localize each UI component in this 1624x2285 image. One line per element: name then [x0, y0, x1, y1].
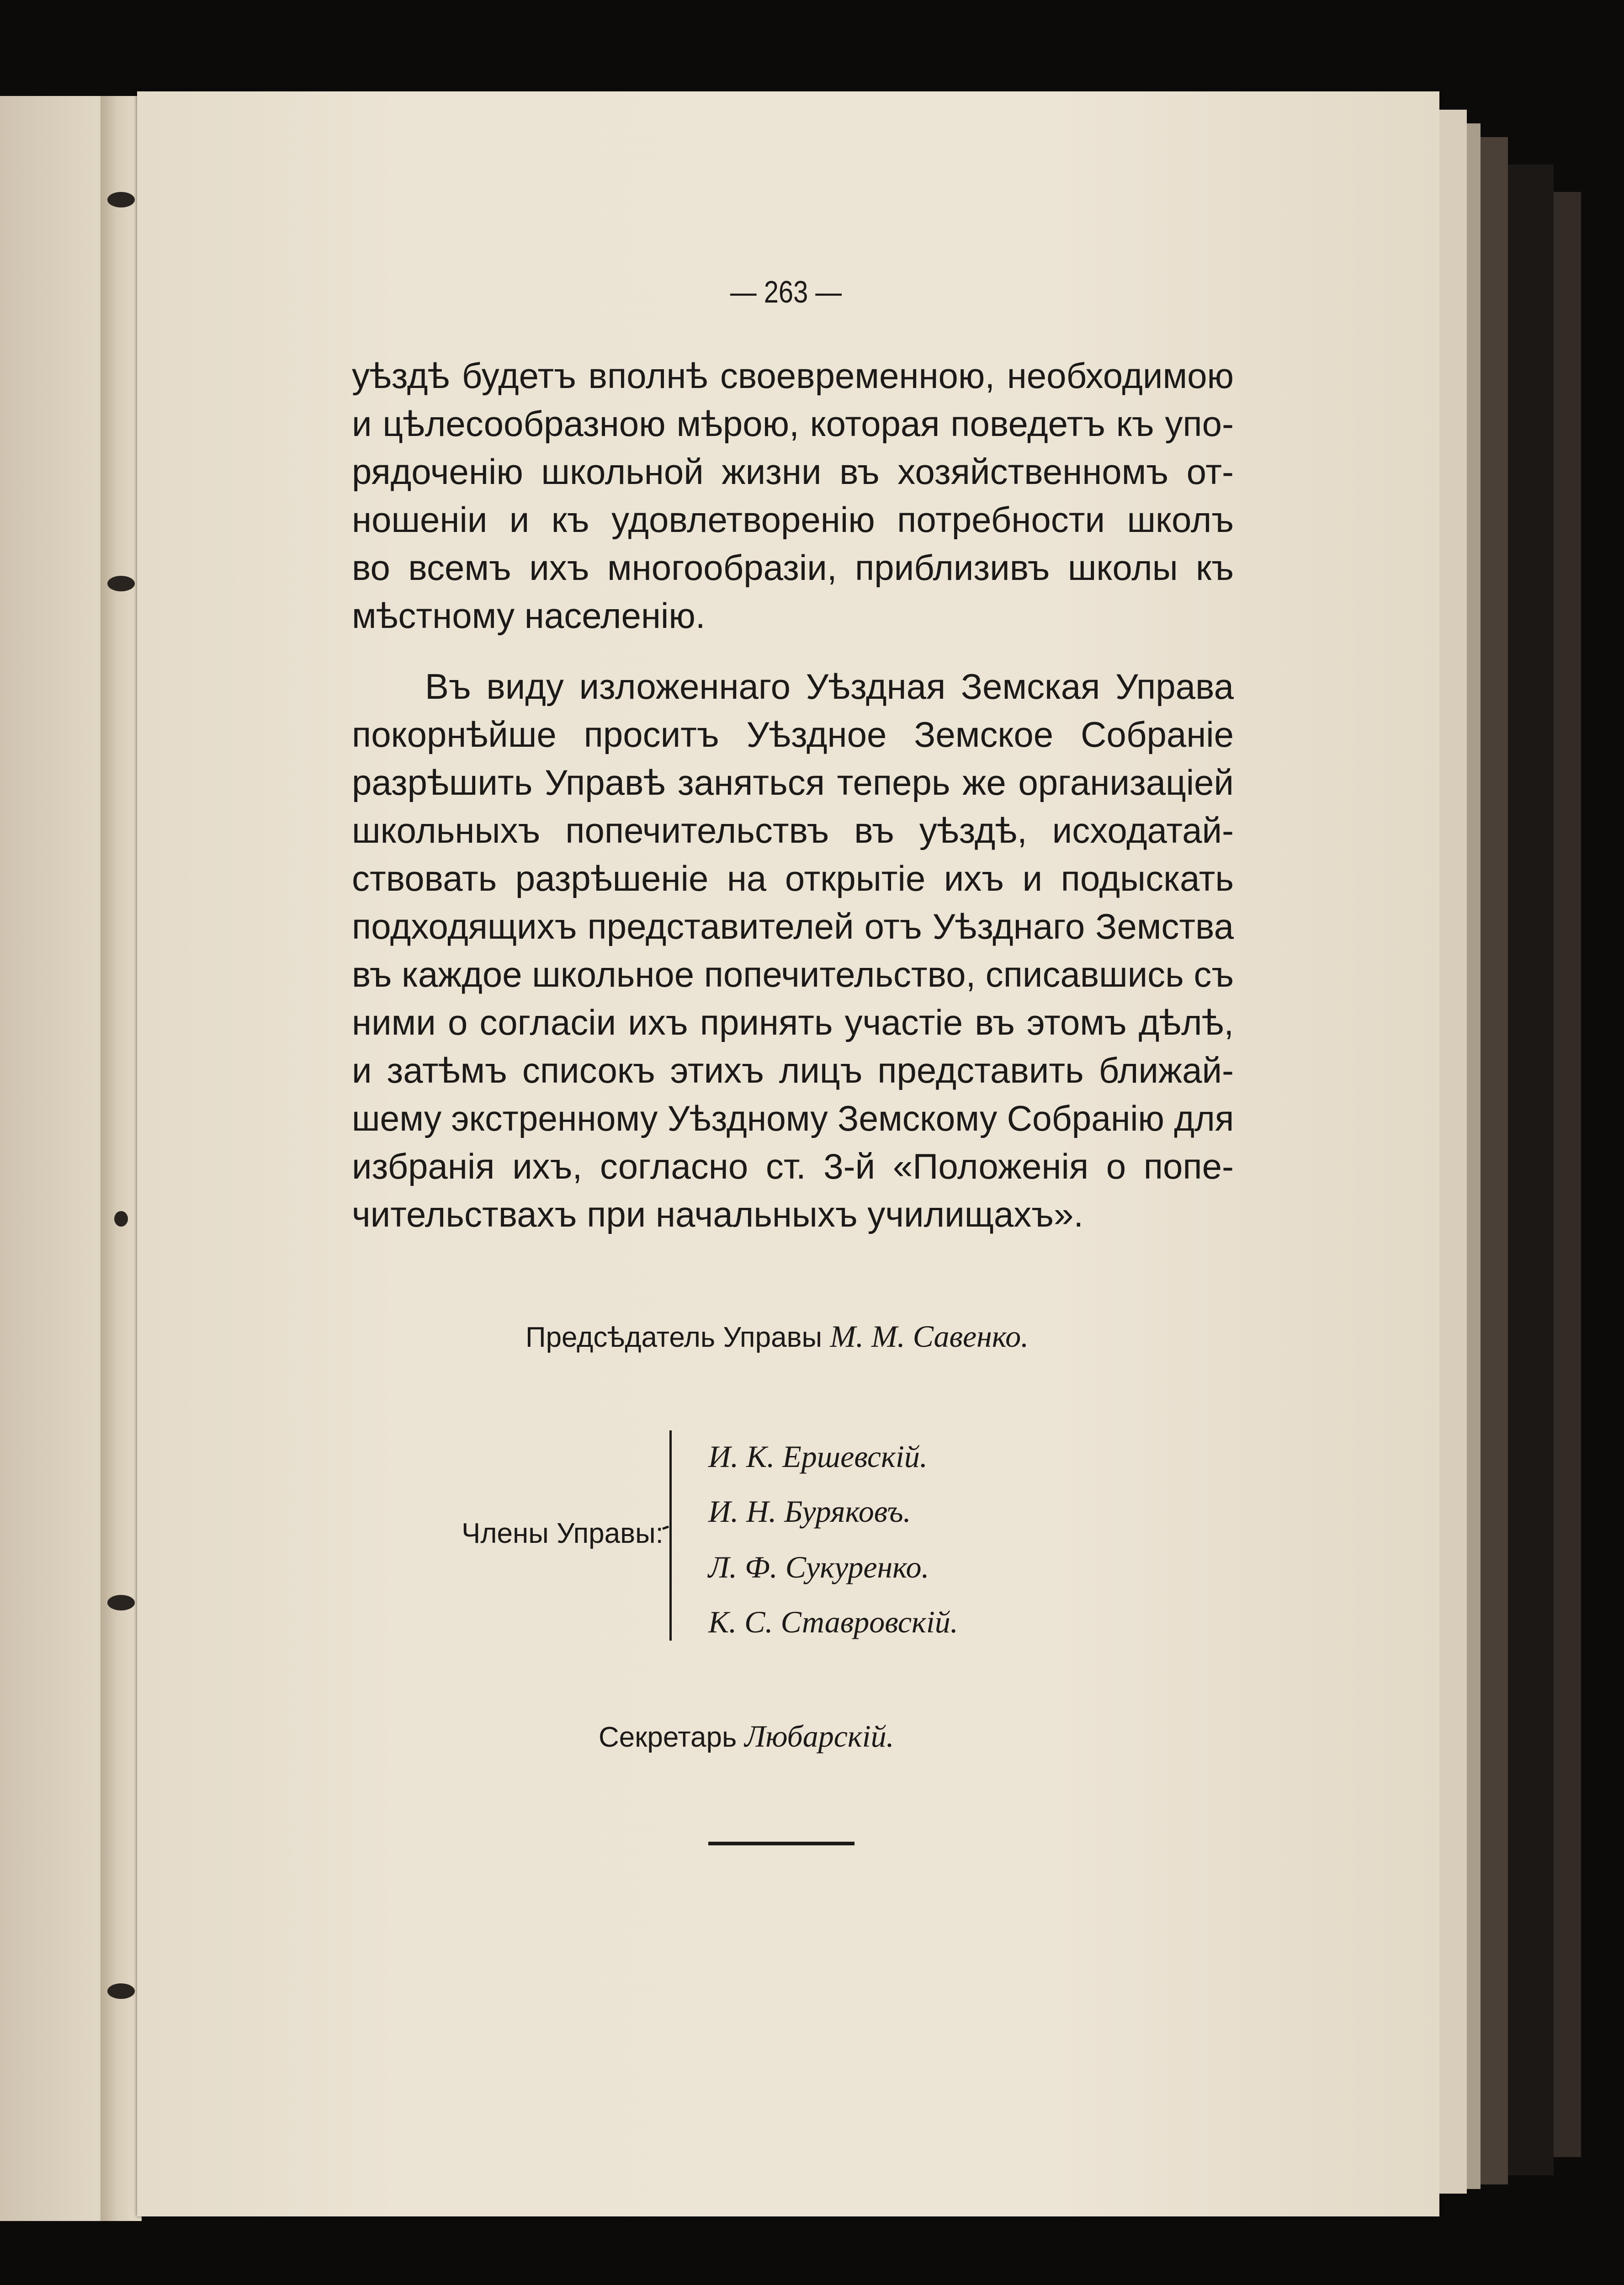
page-edges: [1439, 110, 1467, 2194]
members-label: Члены Управы:: [462, 1518, 663, 1549]
book-cover-edge: [1508, 165, 1554, 2175]
binding-mark: [114, 1211, 128, 1227]
text-line: чительствахъ при начальныхъ училищахъ».: [352, 1194, 1084, 1234]
members-brace: [669, 1430, 681, 1641]
book-cover-edge: [1554, 192, 1581, 2157]
text-line: разрѣшить Управѣ заняться теперь же организаціей: [352, 762, 1234, 802]
text-line: ствовать разрѣшеніе на открытіе ихъ и подыскать: [352, 858, 1234, 898]
text-line: Въ виду изложеннаго Уѣздная Земская Управа: [425, 666, 1234, 707]
text-line: и затѣмъ списокъ этихъ лицъ представить ближай-: [352, 1050, 1234, 1090]
text-line: рядоченію школьной жизни въ хозяйственномъ от-: [352, 452, 1234, 492]
text-line: во всемъ ихъ многообразіи, приблизивъ школы къ: [352, 547, 1234, 588]
secretary-label: Секретарь: [599, 1722, 737, 1753]
secretary-signature: [599, 1718, 894, 1754]
text-line: уѣздѣ будетъ вполнѣ своевременною, необходимою: [352, 356, 1234, 396]
paragraph-2: [352, 663, 1234, 1238]
text-line: подходящихъ представителей отъ Уѣзднаго Земства: [352, 906, 1234, 946]
paragraph-1: [352, 352, 1234, 640]
chairman-name: М. М. Савенко.: [830, 1319, 1029, 1354]
text-line: и цѣлесообразною мѣрою, которая поведетъ къ упо-: [352, 404, 1234, 444]
binding-mark: [107, 1983, 135, 1999]
member-name: К. С. Ставровскій.: [708, 1605, 958, 1639]
text-line: ними о согласіи ихъ принять участіе въ этомъ дѣлѣ,: [352, 1002, 1234, 1042]
member-name: И. Н. Буряковъ.: [708, 1494, 911, 1529]
text-line: избранія ихъ, согласно ст. 3-й «Положенія о попе-: [352, 1146, 1234, 1186]
book-cover-edge: [1481, 137, 1508, 2184]
binding-mark: [107, 192, 135, 207]
member-name: Л. Ф. Сукуренко.: [708, 1550, 929, 1584]
text-line: ношеніи и къ удовлетворенію потребности школъ: [352, 500, 1234, 540]
page-number: — 263 —: [730, 275, 842, 309]
text-line: шему экстренному Уѣздному Земскому Собранію для: [352, 1098, 1234, 1138]
member-name: И. К. Ершевскій.: [708, 1439, 928, 1474]
text-line: мѣстному населенію.: [352, 595, 706, 636]
text-line: въ каждое школьное попечительство, списавшись съ: [352, 954, 1234, 994]
text-line: покорнѣйше проситъ Уѣздное Земское Собраніе: [352, 714, 1234, 755]
secretary-name: Любарскій.: [744, 1719, 894, 1754]
book-gutter: [101, 96, 142, 2221]
chairman-signature: [525, 1318, 1029, 1355]
closing-rule: [708, 1842, 854, 1845]
page-edges: [1467, 123, 1481, 2189]
binding-mark: [107, 576, 135, 591]
text-line: школьныхъ попечительствъ въ уѣздѣ, исходатай-: [352, 810, 1234, 850]
binding-mark: [107, 1595, 135, 1610]
chairman-label: Предсѣдатель Управы: [525, 1322, 823, 1353]
